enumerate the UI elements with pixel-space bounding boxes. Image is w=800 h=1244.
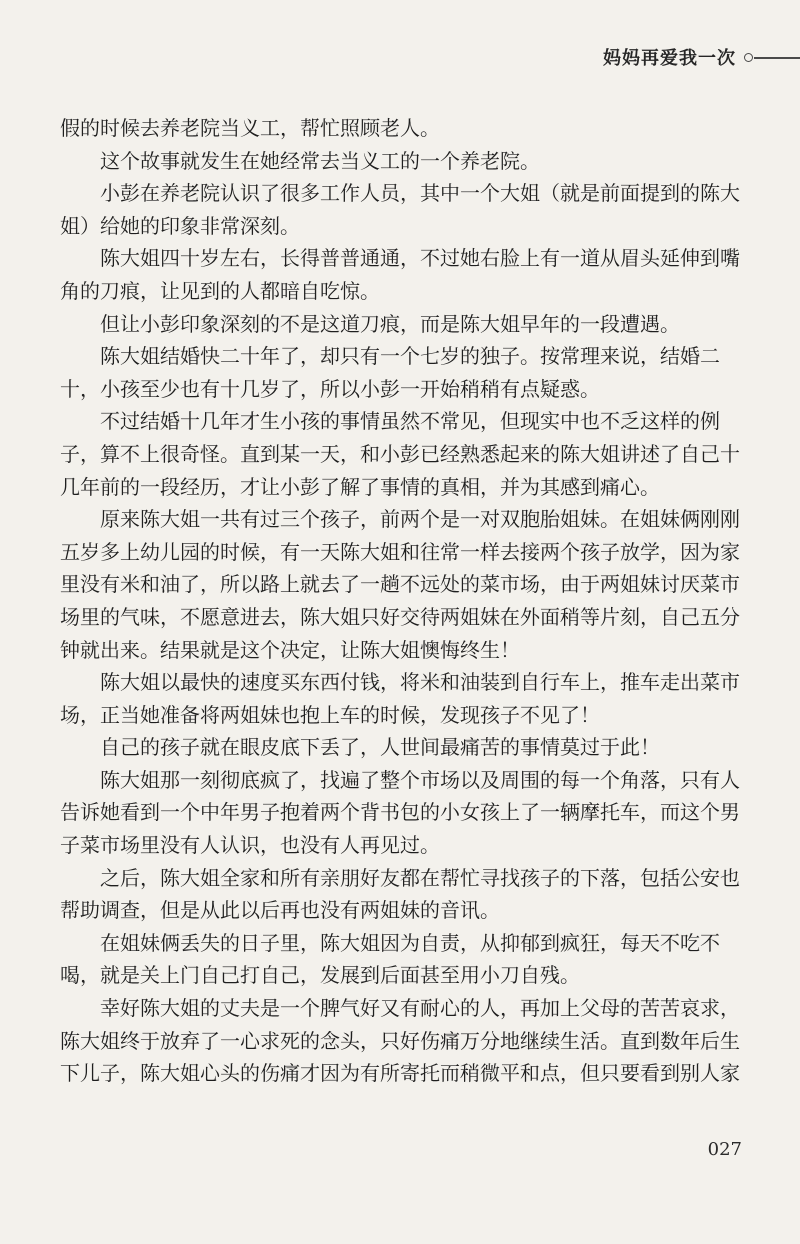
paragraph: 不过结婚十几年才生小孩的事情虽然不常见，但现实中也不乏这样的例子，算不上很奇怪。直到某一天，和小彭已经熟悉起来的陈大姐讲述了自己十几年前的一段经历，才让小彭了解了事情的真相，并为其感到痛心。 (60, 409, 740, 499)
paragraph: 原来陈大姐一共有过三个孩子，前两个是一对双胞胎姐妹。在姐妹俩刚刚五岁多上幼儿园的时候，有一天陈大姐和往常一样去接两个孩子放学，因为家里没有米和油了，所以路上就去了一趟不远处的菜市场，由于两姐妹讨厌菜市场里的气味，不愿意进去，陈大姐只好交待两姐妹在外面稍等片刻，自己五分钟就出来。结果就是这个决定，让陈大姐懊悔终生！ (60, 507, 740, 662)
paragraph: 这个故事就发生在她经常去当义工的一个养老院。 (100, 148, 540, 173)
paragraph: 之后，陈大姐全家和所有亲朋好友都在帮忙寻找孩子的下落，包括公安也帮助调查，但是从此以后再也没有两姐妹的音讯。 (60, 865, 740, 923)
paragraph: 陈大姐四十岁左右，长得普普通通，不过她右脸上有一道从眉头延伸到嘴角的刀痕，让见到的人都暗自吃惊。 (60, 246, 740, 303)
paragraph: 幸好陈大姐的丈夫是一个脾气好又有耐心的人，再加上父母的苦苦哀求，陈大姐终于放弃了一心求死的念头，只好伤痛万分地继续生活。直到数年后生下儿子，陈大姐心头的伤痛才因为有所寄托而稍微平和点，但只要看到别人家 (60, 996, 740, 1086)
paragraph: 陈大姐结婚快二十年了，却只有一个七岁的独子。按常理来说，结婚二十，小孩至少也有十几岁了，所以小彭一开始稍稍有点疑惑。 (60, 344, 720, 401)
running-header (0, 44, 800, 74)
body-text (60, 112, 750, 1090)
paragraph: 假的时候去养老院当义工，帮忙照顾老人。 (60, 116, 440, 140)
paragraph: 但让小彭印象深刻的不是这道刀痕，而是陈大姐早年的一段遭遇。 (100, 311, 680, 336)
header-title: 妈妈再爱我一次 (603, 48, 736, 69)
paragraph: 小彭在养老院认识了很多工作人员，其中一个大姐（就是前面提到的陈大姐）给她的印象非常深刻。 (60, 181, 740, 238)
paragraph: 陈大姐那一刻彻底疯了，找遍了整个市场以及周围的每一个角落，只有人告诉她看到一个中年男子抱着两个背书包的小女孩上了一辆摩托车，而这个男子菜市场里没有人认识，也没有人再见过。 (60, 767, 740, 858)
page-number: 027 (707, 1139, 742, 1160)
paragraph: 自己的孩子就在眼皮底下丢了，人世间最痛苦的事情莫过于此！ (100, 735, 660, 760)
paragraph: 陈大姐以最快的速度买东西付钱，将米和油装到自行车上，推车走出菜市场，正当她准备将两姐妹也抱上车的时候，发现孩子不见了！ (60, 670, 740, 727)
header-ornament-icon (738, 51, 800, 65)
paragraph: 在姐妹俩丢失的日子里，陈大姐因为自责，从抑郁到疯狂，每天不吃不喝，就是关上门自己打自己，发展到后面甚至用小刀自残。 (60, 930, 720, 988)
